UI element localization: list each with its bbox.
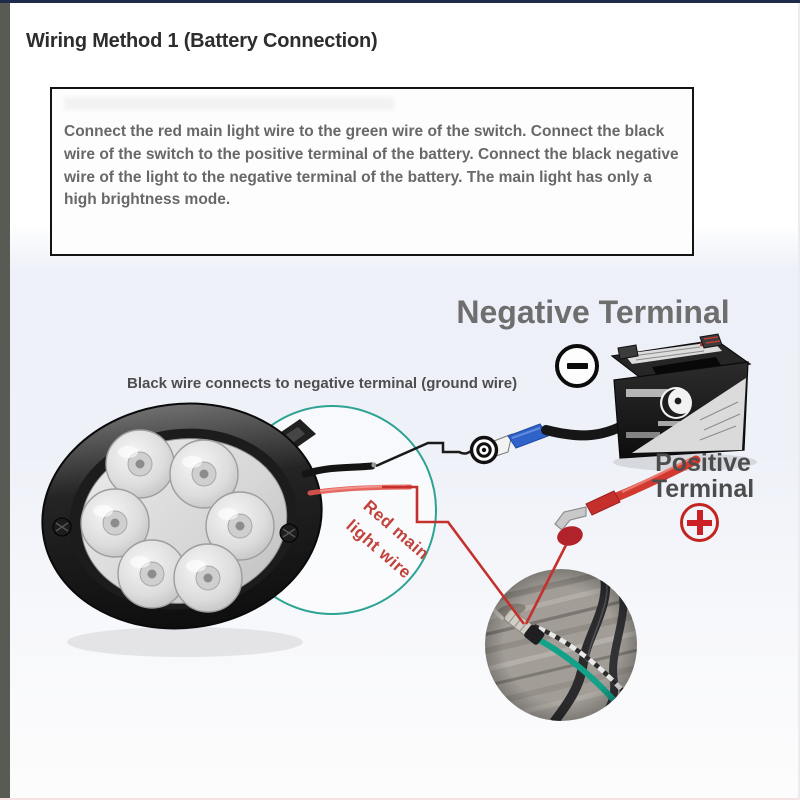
black-wire-note-label: Black wire connects to negative terminal (ground wire) [127, 375, 518, 392]
plus-icon-horizontal-bar [687, 520, 712, 527]
top-border-bar [0, 0, 800, 3]
red-crimp-sleeve [586, 491, 620, 515]
battery-terminal-left [618, 345, 638, 359]
instruction-box [50, 87, 694, 256]
instruction-text: Connect the red main light wire to the green wire of the switch. Connect the black wire of the switch to the positive terminal of the battery. Connect the black negative wire of the light to the negative terminal of the battery. The main light has only a high brightness mode. [64, 123, 679, 209]
page-title: Wiring Method 1 (Battery Connection) [26, 30, 378, 52]
ring-terminal [472, 424, 627, 463]
plus-icon [680, 503, 719, 542]
ghost-watermark [64, 97, 394, 110]
red-wire-note-label: Red main light wire [342, 496, 433, 583]
negative-cable [546, 424, 626, 435]
minus-icon-bar [567, 363, 588, 369]
negative-terminal-label: Negative Terminal [456, 294, 730, 330]
left-border-bar [0, 0, 10, 800]
connection-photo-inset [457, 564, 672, 724]
positive-terminal-label: Positive Terminal [651, 449, 755, 503]
minus-icon [555, 344, 599, 388]
